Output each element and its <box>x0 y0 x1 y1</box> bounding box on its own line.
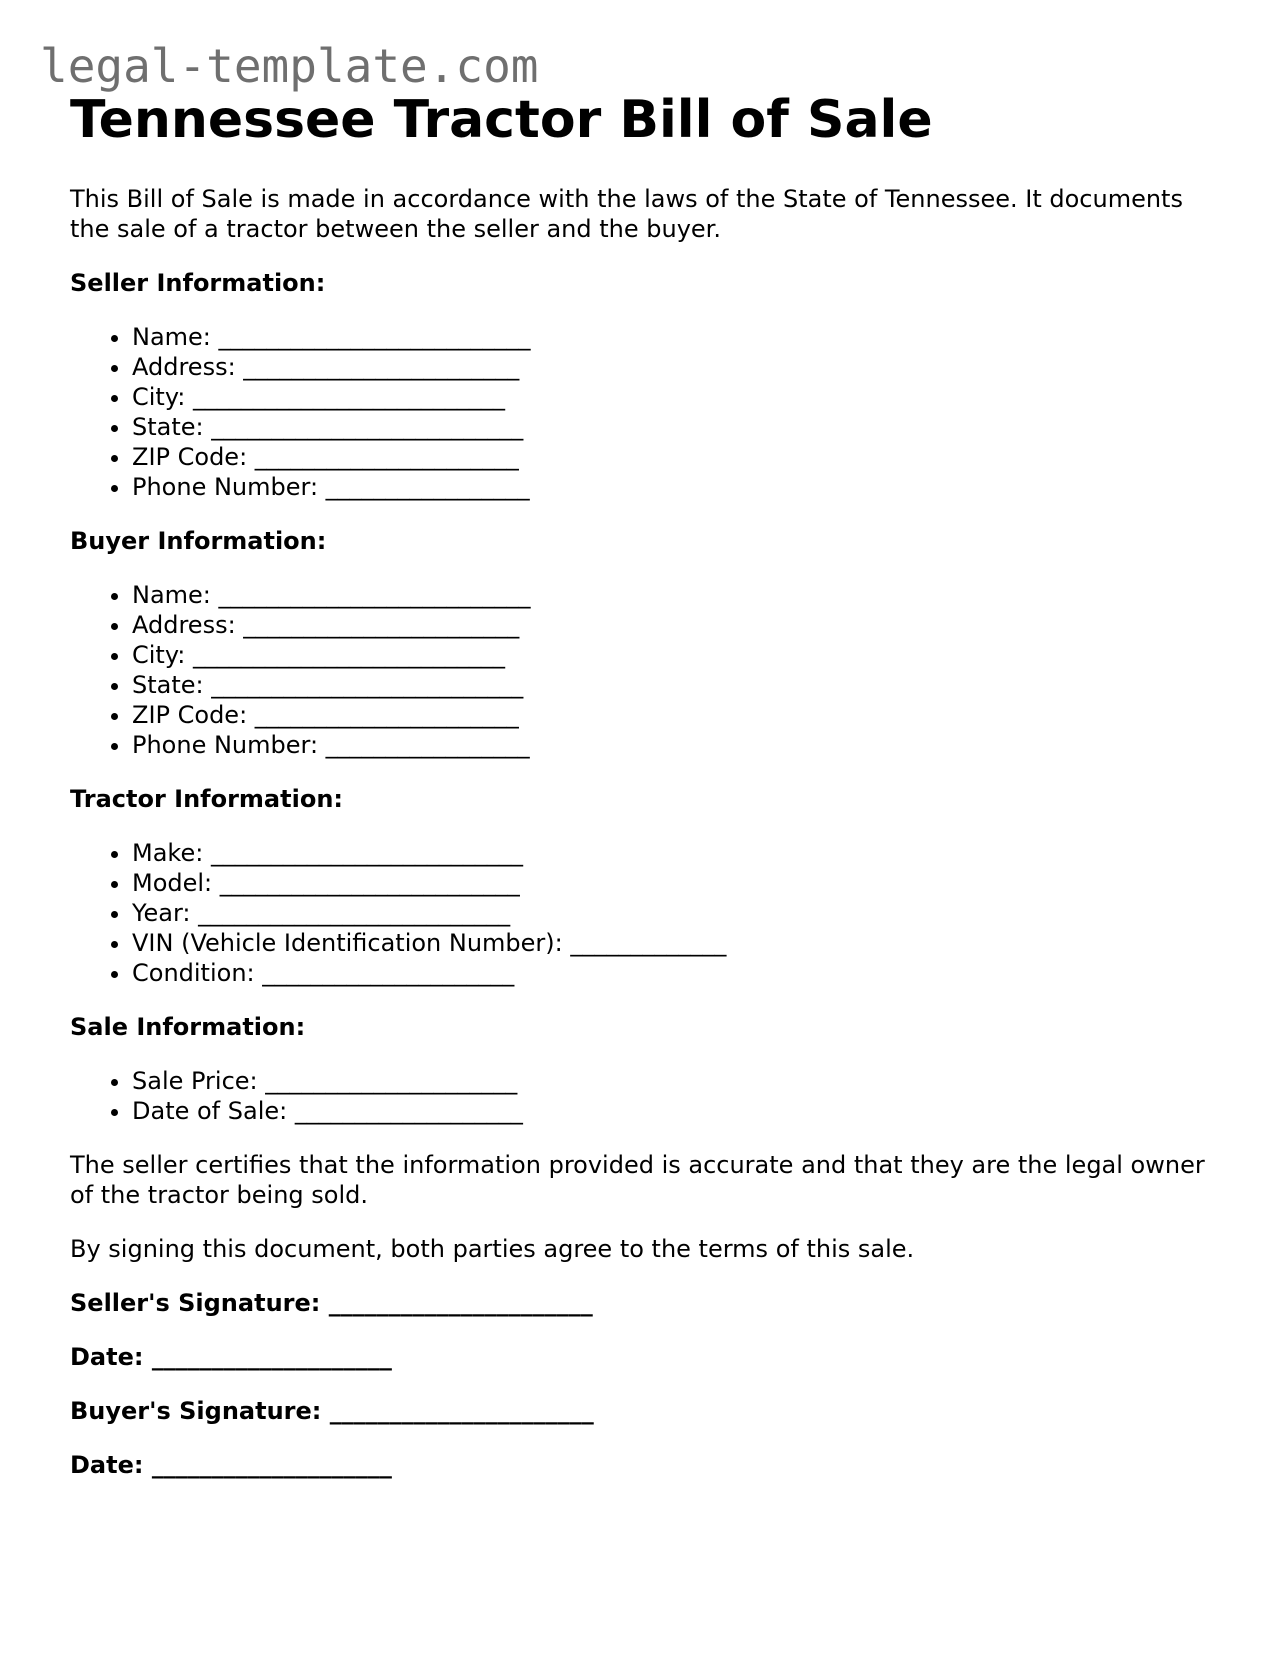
buyer-name-field: • Name: __________________________ <box>132 580 1210 610</box>
document <box>70 88 1210 1480</box>
buyer-field-list <box>70 580 1210 760</box>
certification-paragraph: The seller certifies that the information provided is accurate and that they are the legal owner of the tractor being sold. <box>70 1151 1205 1209</box>
seller-zip-field: • ZIP Code: ______________________ <box>132 442 1210 472</box>
buyer-section-heading: Buyer Information: <box>70 527 327 555</box>
tractor-vin-field: • VIN (Vehicle Identification Number): _____________ <box>132 928 1210 958</box>
seller-date-line: Date: ____________________ <box>70 1343 392 1371</box>
tractor-section-heading: Tractor Information: <box>70 785 343 813</box>
buyer-zip-field: • ZIP Code: ______________________ <box>132 700 1210 730</box>
buyer-phone-field: • Phone Number: _________________ <box>132 730 1210 760</box>
sale-date-field: • Date of Sale: ___________________ <box>132 1096 1210 1126</box>
sale-price-field: • Sale Price: _____________________ <box>132 1066 1210 1096</box>
seller-name-field: • Name: __________________________ <box>132 322 1210 352</box>
seller-signature-line: Seller's Signature: ______________________ <box>70 1289 593 1317</box>
tractor-make-field: • Make: __________________________ <box>132 838 1210 868</box>
tractor-year-field: • Year: __________________________ <box>132 898 1210 928</box>
seller-field-list <box>70 322 1210 502</box>
intro-paragraph: This Bill of Sale is made in accordance with the laws of the State of Tennessee. It documents the sale of a tractor between the seller and the buyer. <box>70 185 1183 243</box>
seller-section-heading: Seller Information: <box>70 269 326 297</box>
sale-section-heading: Sale Information: <box>70 1013 306 1041</box>
buyer-signature-line: Buyer's Signature: ______________________ <box>70 1397 594 1425</box>
seller-city-field: • City: __________________________ <box>132 382 1210 412</box>
agreement-paragraph: By signing this document, both parties agree to the terms of this sale. <box>70 1235 915 1263</box>
sale-field-list <box>70 1066 1210 1126</box>
seller-phone-field: • Phone Number: _________________ <box>132 472 1210 502</box>
document-title: Tennessee Tractor Bill of Sale <box>70 90 933 150</box>
seller-address-field: • Address: _______________________ <box>132 352 1210 382</box>
buyer-state-field: • State: __________________________ <box>132 670 1210 700</box>
tractor-field-list <box>70 838 1210 988</box>
buyer-date-line: Date: ____________________ <box>70 1451 392 1479</box>
tractor-condition-field: • Condition: _____________________ <box>132 958 1210 988</box>
tractor-model-field: • Model: _________________________ <box>132 868 1210 898</box>
seller-state-field: • State: __________________________ <box>132 412 1210 442</box>
buyer-address-field: • Address: _______________________ <box>132 610 1210 640</box>
buyer-city-field: • City: __________________________ <box>132 640 1210 670</box>
watermark-text: legal-template.com <box>40 39 539 93</box>
